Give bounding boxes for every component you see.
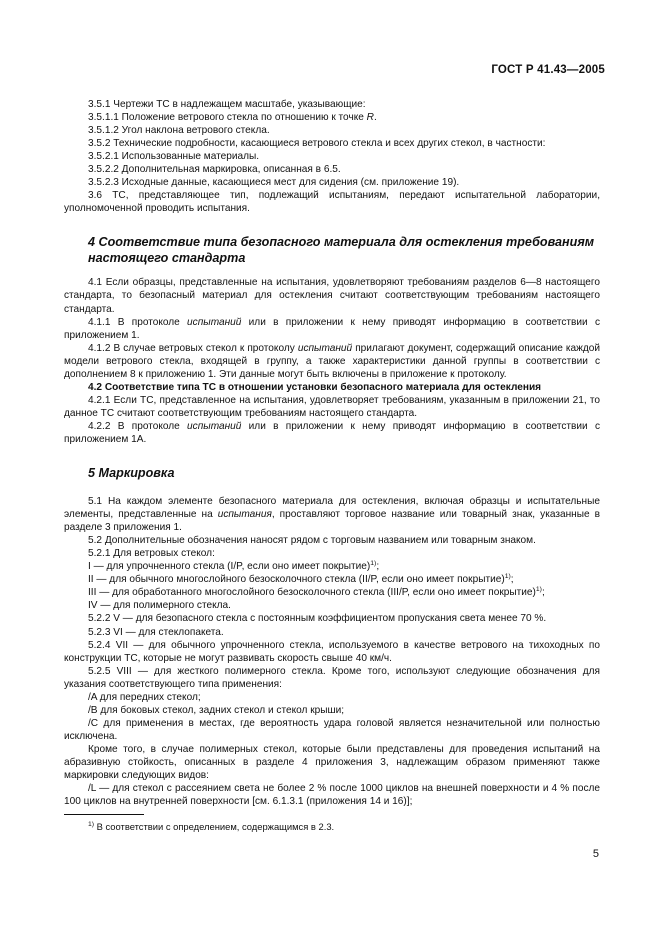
paragraph-3-5-2-1: 3.5.2.1 Использованные материалы. — [88, 151, 260, 163]
paragraph-4-1-1: 4.1.1 В протоколе испытаний или в приложении к нему приводят информацию в соответствии с приложением 1. — [64, 316, 600, 341]
page-number: 5 — [592, 848, 599, 860]
paragraph-3-5-1-2: 3.5.1.2 Угол наклона ветрового стекла. — [88, 125, 270, 137]
paragraph-5-2-3: 5.2.3 VI — для стеклопакета. — [88, 626, 224, 638]
document-body — [64, 98, 600, 833]
paragraph-L-marking: /L — для стекол с рассеянием света не более 2 % после 1000 циклов на внешней поверхности и 4 % после 100 циклов на внутренней поверхности [см. 6.1.3.1 (приложения 14 и 16)]; — [64, 783, 600, 808]
footnote: $^{1)}$ В соответствии с определением, содержащимся в 2.3. — [88, 821, 335, 833]
list-item-IV: IV — для полимерного стекла. — [88, 600, 231, 612]
section-4-heading: 4 Соответствие типа безопасного материала для остекления требованиям настоящего стандарта — [88, 235, 595, 265]
paragraph-abrasion: Кроме того, в случае полимерных стекол, которые были представлены для проведения испытаний на абразивную стойкость, описанных в разделе 4 приложения 3, надлежащим образом применяют также маркировки следующих видов: — [64, 743, 600, 782]
usage-item-A: /A для передних стекол; — [88, 691, 201, 703]
paragraph-3-5-2-3: 3.5.2.3 Исходные данные, касающиеся мест для сидения (см. приложение 19). — [88, 177, 460, 189]
paragraph-4-1-2: 4.1.2 В случае ветровых стекол к протоколу испытаний прилагают документ, содержащий описание каждой модели ветрового стекла, входящей в группу, а также характеристики данной группы в соответствии с дополнением 8 к приложению 1. Эти данные могут быть включены в приложение к протоколу. — [64, 342, 600, 380]
usage-item-C: /C для применения в местах, где вероятность удара головой является незначительной или полностью исключена. — [64, 717, 600, 742]
paragraph-3-6: 3.6 ТС, представляющее тип, подлежащий испытаниям, передают испытательной лаборатории, уполномоченной проводить испытания. — [64, 190, 600, 215]
list-item-I: I — для упрочненного стекла (I/P, если оно имеет покрытие)$^{1)}$; — [88, 560, 380, 573]
usage-item-B: /B для боковых стекол, задних стекол и стекол крыши; — [88, 704, 345, 716]
paragraph-4-2-1: 4.2.1 Если ТС, представленное на испытания, удовлетворяет требованиям, указанным в приложении 21, то данное ТС считают соответствующим требованиям настоящего стандарта. — [64, 394, 600, 419]
footnote-divider — [64, 814, 144, 815]
paragraph-5-2-1: 5.2.1 Для ветровых стекол: — [88, 548, 215, 560]
paragraph-5-2: 5.2 Дополнительные обозначения наносят рядом с торговым названием или товарным знаком. — [88, 535, 536, 547]
paragraph-3-5-1: 3.5.1 Чертежи ТС в надлежащем масштабе, указывающие: — [88, 99, 366, 110]
paragraph-3-5-1-1: 3.5.1.1 Положение ветрового стекла по отношению к точке R. — [88, 112, 377, 124]
list-item-II: II — для обычного многослойного безосколочного стекла (II/P, если оно имеет покрытие)$^{1)}$; — [88, 573, 514, 586]
paragraph-3-5-2: 3.5.2 Технические подробности, касающиеся ветрового стекла и всех других стекол, в частности: — [88, 138, 546, 150]
section-5-heading: 5 Маркировка — [88, 466, 175, 481]
paragraph-5-2-2: 5.2.2 V — для безопасного стекла с постоянным коэффициентом пропускания света менее 70 %. — [88, 613, 547, 625]
paragraph-4-2-2: 4.2.2 В протоколе испытаний или в приложении к нему приводят информацию в соответствии с приложением 1А. — [64, 420, 600, 445]
paragraph-3-5-2-2: 3.5.2.2 Дополнительная маркировка, описанная в 6.5. — [88, 164, 341, 176]
paragraph-5-1: 5.1 На каждом элементе безопасного материала для остекления, включая образцы и испытательные элементы, представленные на испытания, проставляют торговое название или товарный знак, указанные в разделе 3 приложения 1. — [64, 496, 600, 534]
paragraph-5-2-4: 5.2.4 VII — для обычного упрочненного стекла, используемого в качестве ветрового на тихоходных по конструкции ТС, которые не могут развивать скорость свыше 40 км/ч. — [64, 639, 600, 664]
paragraph-4-1: 4.1 Если образцы, представленные на испытания, удовлетворяют требованиям разделов 6—8 настоящего стандарта, то безопасный материал для остекления считают соответствующим требованиям настоящего стандарта. — [64, 277, 600, 315]
subheading-4-2: 4.2 Соответствие типа ТС в отношении установки безопасного материала для остекления — [88, 381, 542, 393]
standard-header: ГОСТ Р 41.43—2005 — [491, 64, 605, 76]
list-item-III: III — для обработанного многослойного безосколочного стекла (III/P, если оно имеет покрытие)$^{1)}$; — [88, 586, 545, 599]
paragraph-5-2-5: 5.2.5 VIII — для жесткого полимерного стекла. Кроме того, используют следующие обозначения для указания соответствующего типа применения: — [64, 665, 600, 690]
